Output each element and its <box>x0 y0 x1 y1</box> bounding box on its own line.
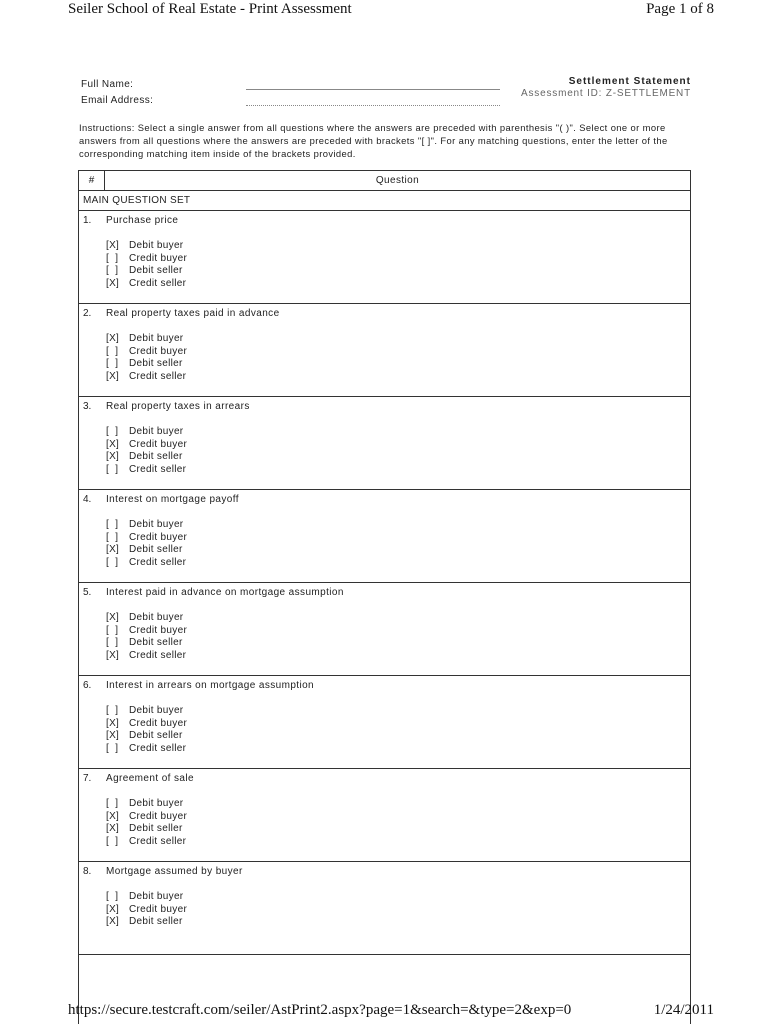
answer-label: Credit seller <box>129 835 187 847</box>
answer-label: Debit buyer <box>129 240 184 251</box>
answer-checkbox: [ ] <box>106 637 119 648</box>
answer-checkbox: [ ] <box>106 891 119 902</box>
answer-checkbox: [X] <box>106 370 120 382</box>
answer-option <box>106 625 187 638</box>
question-item <box>79 676 690 769</box>
question-item <box>79 397 690 490</box>
page-url: https://secure.testcraft.com/seiler/AstPrint2.aspx?page=1&search=&type=2&exp=0 <box>68 1002 572 1018</box>
table-header <box>79 171 690 191</box>
answer-checkbox: [ ] <box>106 742 119 754</box>
question-number: 1. <box>83 215 92 226</box>
answer-label: Credit buyer <box>129 903 188 915</box>
answer-option <box>106 346 187 359</box>
answer-checkbox: [ ] <box>106 705 119 716</box>
question-item <box>79 862 690 955</box>
answer-option <box>106 358 187 371</box>
assessment-id: Assessment ID: Z-SETTLEMENT <box>521 88 691 99</box>
answer-checkbox: [X] <box>106 240 120 251</box>
question-number: 3. <box>83 401 92 412</box>
answer-label: Debit seller <box>129 544 183 555</box>
answer-checkbox: [ ] <box>106 798 119 809</box>
print-footer <box>0 1000 770 1024</box>
question-item <box>79 304 690 397</box>
answer-list <box>106 612 187 662</box>
question-text: Interest paid in advance on mortgage assumption <box>106 587 344 598</box>
answer-checkbox: [ ] <box>106 556 119 568</box>
answer-option <box>106 451 187 464</box>
answer-label: Credit buyer <box>129 438 188 450</box>
answer-checkbox: [X] <box>106 916 120 927</box>
question-number: 7. <box>83 773 92 784</box>
answer-label: Credit buyer <box>129 345 188 357</box>
question-text: Real property taxes in arrears <box>106 401 250 412</box>
answer-checkbox: [ ] <box>106 426 119 437</box>
answer-label: Credit seller <box>129 742 187 754</box>
answer-checkbox: [X] <box>106 717 120 729</box>
answer-checkbox: [ ] <box>106 463 119 475</box>
email-row <box>81 92 500 108</box>
full-name-line <box>246 79 500 90</box>
answer-list <box>106 891 187 929</box>
question-number: 6. <box>83 680 92 691</box>
answer-list <box>106 333 187 383</box>
full-name-label: Full Name: <box>81 78 134 90</box>
answer-label: Credit buyer <box>129 717 188 729</box>
answer-checkbox: [X] <box>106 451 120 462</box>
answer-label: Debit seller <box>129 451 183 462</box>
answer-option <box>106 904 187 917</box>
full-name-row <box>81 76 500 92</box>
question-text: Mortgage assumed by buyer <box>106 866 243 877</box>
question-text: Interest in arrears on mortgage assumption <box>106 680 315 691</box>
answer-label: Credit buyer <box>129 252 188 264</box>
answer-checkbox: [X] <box>106 544 120 555</box>
answer-option <box>106 265 187 278</box>
answer-checkbox: [X] <box>106 612 120 623</box>
answer-label: Debit seller <box>129 265 183 276</box>
question-set-label: MAIN QUESTION SET <box>79 191 690 211</box>
answer-checkbox: [ ] <box>106 345 119 357</box>
question-item <box>79 490 690 583</box>
answer-checkbox: [ ] <box>106 519 119 530</box>
answer-label: Credit seller <box>129 649 187 661</box>
question-text: Real property taxes paid in advance <box>106 308 280 319</box>
print-header <box>0 0 770 24</box>
answer-label: Debit seller <box>129 823 183 834</box>
answer-option <box>106 240 187 253</box>
column-question-header: Question <box>375 175 420 186</box>
column-number-header: # <box>79 171 105 190</box>
instructions: Instructions: Select a single answer from all questions where the answers are preceded with parenthesis "( )". Select one or more answers from all questions where the answers are preceded with brackets "[ ]". For any matching questions, enter the letter of the corresponding matching item inside of the brackets provided. <box>79 122 668 159</box>
answer-checkbox: [X] <box>106 277 120 289</box>
answer-checkbox: [X] <box>106 649 120 661</box>
answer-checkbox: [X] <box>106 823 120 834</box>
question-text: Interest on mortgage payoff <box>106 494 239 505</box>
answer-option <box>106 371 187 384</box>
email-label: Email Address: <box>81 94 154 106</box>
answer-option <box>106 916 187 929</box>
answer-label: Debit buyer <box>129 891 184 902</box>
answer-label: Debit buyer <box>129 426 184 437</box>
answer-label: Credit seller <box>129 277 187 289</box>
answer-option <box>106 718 187 731</box>
question-list <box>79 211 690 955</box>
question-item <box>79 769 690 862</box>
answer-option <box>106 544 187 557</box>
answer-checkbox: [ ] <box>106 531 119 543</box>
answer-option <box>106 705 187 718</box>
question-text: Agreement of sale <box>106 773 194 784</box>
assessment-title-block <box>521 76 691 99</box>
answer-checkbox: [ ] <box>106 265 119 276</box>
assessment-title: Settlement Statement <box>568 76 691 87</box>
answer-option <box>106 519 187 532</box>
document-title: Seiler School of Real Estate - Print Assessment <box>68 1 352 17</box>
email-line <box>246 95 500 106</box>
answer-list <box>106 519 187 569</box>
answer-option <box>106 637 187 650</box>
answer-label: Debit seller <box>129 358 183 369</box>
answer-checkbox: [X] <box>106 333 120 344</box>
answer-option <box>106 426 187 439</box>
answer-checkbox: [ ] <box>106 252 119 264</box>
answer-label: Debit buyer <box>129 333 184 344</box>
print-date: 1/24/2011 <box>653 1002 714 1018</box>
answer-option <box>106 891 187 904</box>
answer-list <box>106 426 187 476</box>
answer-label: Credit seller <box>129 463 187 475</box>
question-table <box>78 170 691 1024</box>
answer-checkbox: [X] <box>106 903 120 915</box>
answer-option <box>106 333 187 346</box>
answer-checkbox: [ ] <box>106 358 119 369</box>
answer-option <box>106 811 187 824</box>
answer-list <box>106 798 187 848</box>
answer-label: Credit seller <box>129 556 187 568</box>
answer-list <box>106 240 187 290</box>
answer-checkbox: [ ] <box>106 835 119 847</box>
answer-option <box>106 278 187 291</box>
question-item <box>79 211 690 304</box>
answer-label: Debit buyer <box>129 705 184 716</box>
question-number: 4. <box>83 494 92 505</box>
answer-label: Debit buyer <box>129 612 184 623</box>
answer-checkbox: [ ] <box>106 624 119 636</box>
answer-option <box>106 464 187 477</box>
answer-option <box>106 823 187 836</box>
answer-label: Credit buyer <box>129 624 188 636</box>
answer-checkbox: [X] <box>106 438 120 450</box>
answer-option <box>106 730 187 743</box>
answer-option <box>106 532 187 545</box>
question-number: 8. <box>83 866 92 877</box>
answer-label: Credit buyer <box>129 810 188 822</box>
identity-fields <box>81 76 500 108</box>
answer-option <box>106 743 187 756</box>
answer-option <box>106 253 187 266</box>
answer-option <box>106 798 187 811</box>
answer-label: Debit buyer <box>129 519 184 530</box>
page-indicator: Page 1 of 8 <box>646 1 714 17</box>
answer-list <box>106 705 187 755</box>
answer-label: Credit buyer <box>129 531 188 543</box>
answer-label: Credit seller <box>129 370 187 382</box>
answer-checkbox: [X] <box>106 810 120 822</box>
answer-option <box>106 836 187 849</box>
answer-checkbox: [X] <box>106 730 120 741</box>
answer-label: Debit seller <box>129 916 183 927</box>
question-text: Purchase price <box>106 215 179 226</box>
answer-label: Debit seller <box>129 637 183 648</box>
answer-option <box>106 612 187 625</box>
answer-label: Debit buyer <box>129 798 184 809</box>
question-number: 5. <box>83 587 92 598</box>
answer-option <box>106 557 187 570</box>
answer-option <box>106 439 187 452</box>
answer-option <box>106 650 187 663</box>
question-number: 2. <box>83 308 92 319</box>
answer-label: Debit seller <box>129 730 183 741</box>
question-item <box>79 583 690 676</box>
